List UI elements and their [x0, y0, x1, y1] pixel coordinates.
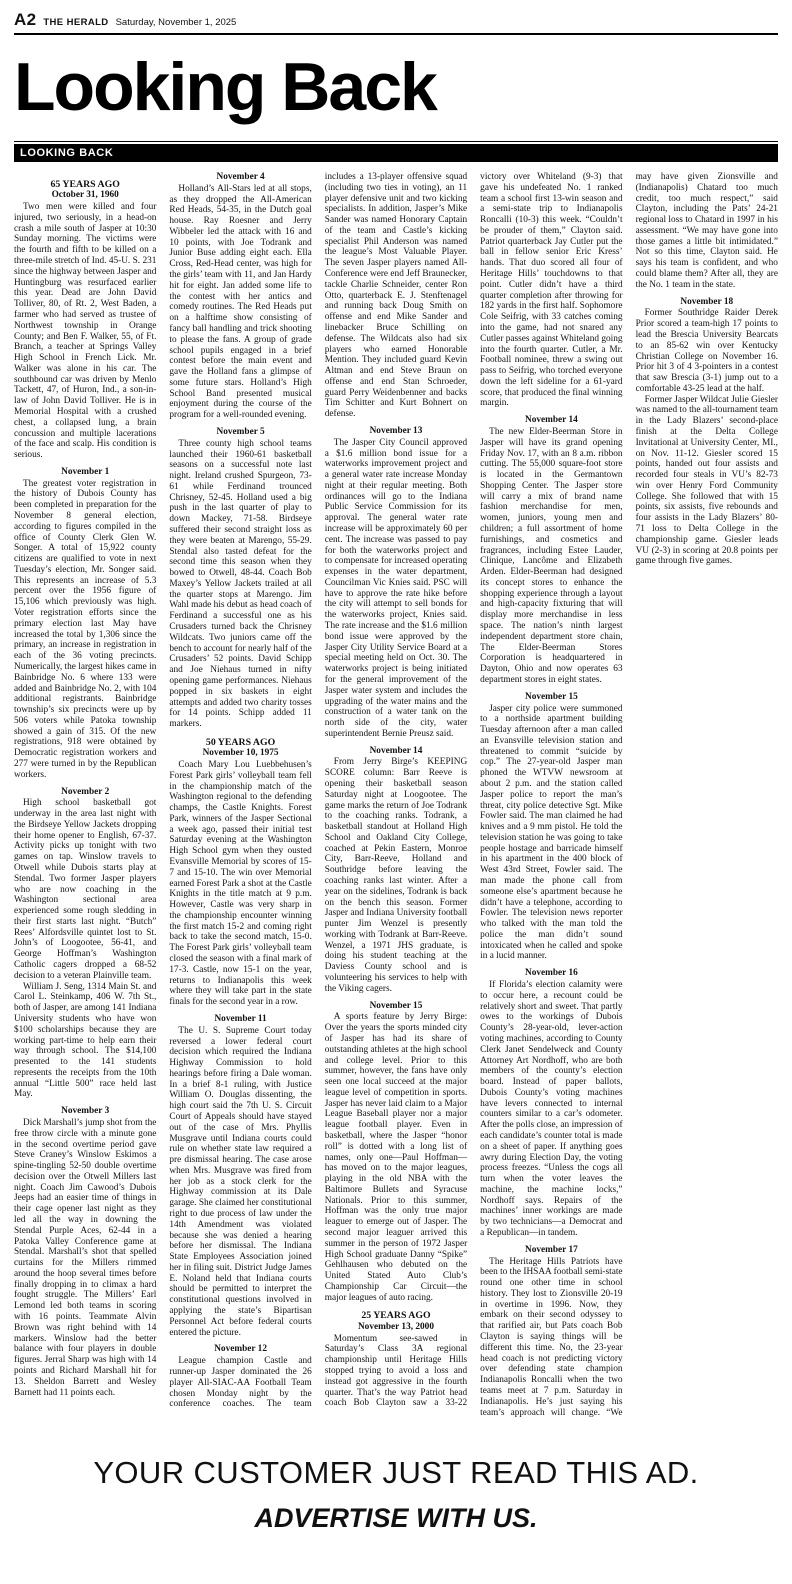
article-paragraph: Former Southridge Raider Derek Prior scored a team-high 17 points to lead the Brescia University Bearcats to an 85-62 win over Kentucky Christian College on November 16. Prior hit 3 of 4 3-pointers in a contest that saw Brescia (3-1) jump out to a comfortable 43-25 lead at the half. — [635, 308, 778, 394]
article-paragraph: Coach Mary Lou Luebbehusen’s Forest Park girls’ volleyball team fell in the championship match of the Washington regional to the defending champs, the Castle Knights. Forest Park, winners of the Jasper Sectional a week ago, passed their initial test Saturday evening at the Washington High School gym when they ousted Evansville Memorial by scores of 15-7 and 15-10. The win over Memorial earned Forest Park a shot at the Castle Knights in the title match at 9 p.m. However, Castle was very sharp in the championship encounter winning the first match 15-2 and coming right back to take the second match, 15-0. The Forest Park girls’ volleyball team closed the season with a final mark of 17-3. Castle, now 15-1 on the year, returns to Indianapolis this week where they will take part in the state finals for the second year in a row. — [169, 759, 312, 1008]
section-rule — [14, 141, 778, 162]
day-heading: November 13 — [369, 425, 423, 436]
article-paragraph: The U. S. Supreme Court today reversed a lower federal court decision which required the Indiana Highway Commission to hold hearings before firing a Dale woman. In a brief 8-1 ruling, with Justice William O. Douglas dissenting, the high court said the 7th U. S. Circuit Court of Appeals should have stayed out of the case of Mrs. Phyllis Musgrave until Indiana courts could rule on whether state law required a pre dismissal hearing. The case arose when Mrs. Musgrave was fired from her job as a stock clerk for the Highway commission at its Dale garage. She claimed her constitutional right to due process of law under the 14th Amendment was violated because she was denied a hearing before her dismissal. The Indiana State Employees Association joined her in filing suit. District Judge James E. Noland held that Indiana courts should be permitted to interpret the constitutional questions involved in applying the state’s Bipartisan Personnel Act before federal courts entered the picture. — [169, 1025, 312, 1338]
day-heading: November 3 — [61, 1106, 110, 1117]
day-heading: November 15 — [369, 1000, 423, 1011]
day-heading: November 4 — [216, 172, 265, 182]
article-columns — [14, 172, 778, 1419]
ad-headline: YOUR CUSTOMER JUST READ THIS AD. — [93, 1455, 699, 1490]
article-paragraph: The new Elder-Beerman Store in Jasper will have its grand opening Friday Nov. 17, with an 8 a.m. ribbon cutting. The 55,000 square-foot store is located in the Germantown Shopping Center. The Jasper store will carry a mix of brand name fashion merchandise for men, women, juniors, young men and children; a full assortment of home furnishings, and cosmetics and fragrances, including Estee Lauder, Clinique, Lancôme and Elizabeth Arden. Elder-Beerman had designed its concept stores to enhance the shopping experience through a layout and high-capacity fixturing that will display more merchandise in less space. The nation’s ninth largest independent department store chain, The Elder-Beerman Stores Corporation is headquartered in Dayton, Ohio and now operates 63 department stores in eight states. — [480, 426, 623, 685]
article-paragraph: High school basketball got underway in the area last night with the Birdseye Yellow Jackets dropping their home opener to English, 67-37. Activity picks up tonight with two games on tap. Winslow travels to Otwell while Dubois starts play at Stendal. Two former Jasper players who are now coaching in the Washington sectional area experienced some rough sledding in their first starts last night. “Butch” Rees’ Alfordsville quintet lost to St. John’s of Loogootee, 56-41, and George Hoffman’s Washington Catholic cagers dropped a 68-52 decision to a veteran Plainville team. — [14, 798, 157, 981]
article-paragraph: League champion Castle and runner-up Jasper dominated the 26 player All-SIAC-AA Football Team chosen Monday night by the conference coaches. The team includes a 13-player offensive squad (including two ties in voting), an 11 player defensive unit and two kicking specialists. In addition, Jasper’s Mike Sander was named Honorary Captain of the team and Castle’s kicking specialist Phil Anderson was named the league’s Most Valuable Player. The seven Jasper players named All-Conference were end Jeff Braunecker, tackle Charlie Schneider, center Ron Otto, quarterback E. J. Stenftenagel and running back Doug Smith on offense and end Mike Sander and linebacker Bruce Schilling on defense. The Wildcats also had six players who earned Honorable Mention. They included guard Kevin Altman and end Steve Braun on offense and end Stan Schroeder, guard Perry Weidenbenner and backs Tim Schitter and Kurt Bohnert on defense. — [169, 172, 468, 1410]
article-paragraph: Three county high school teams launched their 1960-61 basketball seasons on a successful note last night. Ireland crushed Spurgeon, 73-61 while Ferdinand trounced Chrisney, 52-45. Holland used a big push in the last quarter of play to down Mackey, 71-58. Birdseye suffered their second straight loss as they were beaten at Marengo, 55-29. Stendal also tasted defeat for the second time this season when they bowed to Otwell, 48-44. Coach Bob Maxey’s Yellow Jackets trailed at all the quarter stops at Marengo. Jim Wahl made his debut as head coach of Ferdinand a successful one as his Crusaders turned back the Chrisney Wildcats. Two juniors came off the bench to account for nearly half of the Crusaders’ 52 points. David Schipp and Joe Niehaus turned in nifty opening game performances. Niehaus popped in six baskets in eight attempts and added two charity tosses for 14 points. Schipp added 11 markers. — [169, 438, 312, 730]
article-paragraph: Jasper city police were summoned to a northside apartment building Tuesday afternoon after a man called an Evansville television station and threatened to commit “suicide by cop.” The 27-year-old Jasper man phoned the WTVW newsroom at about 2 p.m. and the station called Jasper police to report the man’s threat, city police detective Sgt. Mike Fowler said. The man claimed he had knives and a 9 mm pistol. He told the television station he was going to take people hostage and barricade himself in his apartment in the 400 block of West 43rd Street, Fowler said. The man made the phone call from someone else’s apartment because he didn’t have a telephone, according to Fowler. The television news reporter who talked with the man told the police the man didn’t sound intoxicated when he called and spoke in a lucid manner. — [480, 703, 623, 962]
day-heading: November 14 — [369, 745, 423, 756]
paper-name: THE HERALD — [43, 17, 109, 28]
day-heading: November 5 — [216, 426, 265, 437]
article-paragraph: The Jasper City Council approved a $1.6 million bond issue for a waterworks improvement project and a general water rate increase Monday night at their regular meeting. Both ordinances will go to the Indiana Public Service Commission for its approval. The general water rate increase will be approximately 60 per cent. The increase was passed to pay for both the waterworks project and to compensate for increased operating expenses in the water department, Councilman Vic Knies said. PSC will have to approve the rate hike before the city will attempt to sell bonds for the waterworks project, Knies said. The rate increase and the $1.6 million bond issue were approved by the Jasper City Utility Service Board at a special meeting held on Oct. 30. The waterworks project is being initiated for the general improvement of the Jasper water system and includes the upgrading of the water mains and the construction of a water tank on the north side of the city, water superintendent Bernie Preusz said. — [324, 437, 468, 739]
day-heading: November 16 — [524, 968, 578, 979]
day-heading: November 14 — [524, 415, 578, 426]
article-paragraph: William J. Seng, 1314 Main St. and Carol L. Steinkamp, 406 W. 7th St., both of Jasper, are among 141 Indiana University students who have won $100 scholarships because they are working part-time to help earn their way through school. The $14,100 presented to the 141 students represents the receipts from the 10th annual “Little 500” race held last May. — [14, 981, 157, 1100]
article-paragraph: The greatest voter registration in the history of Dubois County has been completed in preparation for the November 8 general election, according to figures compiled in the office of County Clerk Glen W. Songer. A total of 15,922 county citizens are qualified to vote in next Tuesday’s election, Mr. Songer said. This represents an increase of 5.3 percent over the 1956 figure of 15,106 which previously was high. Voter registration efforts since the primary election last May have increased the total by 1,306 since the primary, an increase in registration in each of the 36 voting precincts. Numerically, the largest hikes came in Bainbridge No. 6 where 133 were added and Bainbridge No. 2, with 104 additional registrants. Bainbridge township’s six precincts were up by 506 voters while Patoka township showed a gain of 315. Of the new registrations, 918 were obtained by Democratic registration workers and 277 were turned in by the Republican workers. — [14, 478, 157, 780]
section-bar: LOOKING BACK — [14, 144, 778, 162]
day-heading: November 17 — [524, 1244, 578, 1255]
article-paragraph: Holland’s All-Stars led at all stops, as they dropped the All-American Red Heads, 54-35, in the Dutch goal house. Ray Roesner and Jerry Wibbeler led the attack with 16 and 10 points, with Joe Todrank and Junior Buse adding eight each. Ella Cross, Red-Head center, was high for the girls’ team with 11, and Jan Hardy hit for eight. Jan added some life to the contest with her antics and comedy routines. The Red Heads put on a halftime show consisting of fancy ball handling and trick shooting to please the fans. A group of grade school pupils engaged in a brief contest before the main event and gave the Holland fans a glimpse of some future stars. Holland’s High School Band presented musical enjoyment during the course of the program for a well-rounded evening. — [169, 183, 312, 421]
section-date: October 31, 1960 — [51, 190, 119, 201]
day-heading: November 18 — [680, 296, 734, 307]
article-paragraph: The Heritage Hills Patriots have been to the IHSAA football semi-state round one other time in school history. They lost to Zionsville 20-19 in overtime in 1996. Now, they embark on their second odyssey to that rarified air, but Pats coach Bob Clayton is saying things will be different this time. No, the 23-year head coach is not predicting victory over defending state champion Indianapolis Roncalli when the two teams meet at 7 p.m. Saturday in Indianapolis. He’s just saying his team’s approach will change. “We may have given Zionsville and (Indianapolis) Chatard too much credit, too much respect,” said Clayton, including the Pats’ 24-21 regional loss to Chatard in 1997 in his assessment. “We may have gone into those games a little bit intimidated.” Not so this time, Clayton said. He says his team is confident, and who could blame them? After all, they are the No. 1 team in the state. — [480, 172, 778, 1418]
article-paragraph: Momentum see-sawed in Saturday’s Class 3A regional championship until Heritage Hills stopped trying to avoid a loss and instead got aggressive in the fourth quarter. That’s the way Patriot head coach Bob Clayton saw a 33-22 victory over Whiteland (9-3) that gave his undefeated No. 1 ranked team a school first 13-win season and a semi-state trip to Indianapolis Roncalli (10-3) this week. “Couldn’t be prouder of them,” Clayton said. Patriot quarterback Jay Cutler put the ball in fellow senior Eric Kress’ hands. That duo scored all four of Heritage Hills’ touchdowns to that point. Cutler didn’t have a third quarter completion after throwing for 182 yards in the first half. Sophomore Cole Seifrig, with 33 catches coming into the game, had not snared any Cutler passes against Whiteland going into the fourth quarter. Cutler, a Mr. Football nominee, threw a swing out pass to Seifrig, who torched everyone down the left sideline for a 61-yard score, that produced the final winning margin. — [324, 172, 623, 1409]
article-paragraph: Former Jasper Wildcat Julie Giesler was named to the all-tournament team in the Lady Blazers’ second-place finish at the Delta College Invitational at University Center, MI., on Nov. 11-12. Giesler scored 15 points, handed out four assists and recorded four steals in VU’s 82-73 win over Henry Ford Community College. She followed that with 15 points, six assists, five rebounds and four assists in the Lady Blazers’ 80-71 loss to Delta College in the championship game. Giesler leads VU (2-3) in scoring at 20.8 points per game through five games. — [635, 394, 778, 567]
footer-ad — [14, 1455, 778, 1534]
ad-tagline: ADVERTISE WITH US. — [254, 1503, 538, 1533]
section-era-heading: 25 YEARS AGO — [361, 1310, 431, 1322]
section-date: November 10, 1975 — [202, 748, 279, 759]
day-heading: November 1 — [61, 466, 110, 477]
issue-date: Saturday, November 1, 2025 — [115, 17, 237, 28]
article-paragraph: If Florida’s election calamity were to occur here, a recount could be relatively short and sweet. That partly owes to the workings of Dubois County’s 28-year-old, lever-action voting machines, according to County Clerk Janet Sendelweck and County Attorney Art Nordhoff, who are both members of the county’s election board. Instead of paper ballots, Dubois County’s voting machines have levers connected to internal counters similar to a car’s odometer. After the polls close, an impression of each candidate’s counter total is made on a sheet of paper. If anything goes awry during Election Day, the voting process freezes. “Unless the cogs all turn when the voter leaves the machine, the machine locks,” Nordhoff says. Repairs of the machines’ inner workings are made by two technicians—a Democrat and a Republican—in tandem. — [480, 980, 623, 1238]
page-title: Looking Back — [14, 49, 436, 125]
article-paragraph: From Jerry Birge’s KEEPING SCORE column: Barr Reeve is opening their basketball season Saturday night at Loogootee. The game marks the return of Joe Todrank to the coaching ranks. Todrank, a basketball standout at Holland High School and Oakland City College, coached at Pekin Eastern, Monroe City, Barr-Reeve, Holland and Southridge before leaving the coaching ranks last winter. After a year on the sidelines, Todrank is back on the bench this season. Former Jasper and Indiana University football punter Jim Wenzel is presently working with Todrank at Barr-Reeve. Wenzel, a 1971 JHS graduate, is doing his student teaching at the Daviess County school and is volunteering his services to help with the Viking cagers. — [324, 757, 468, 994]
section-date: November 13, 2000 — [357, 1321, 434, 1332]
page-number: A2 — [14, 10, 37, 29]
day-heading: November 2 — [61, 786, 110, 797]
day-heading: November 12 — [214, 1344, 267, 1355]
article-paragraph: Dick Marshall’s jump shot from the free throw circle with a minute gone in the second overtime period gave Steve Craney’s Winslow Eskimos a spine-tingling 52-50 double overtime decision over the Otwell Millers last night. Coach Jim Cawood’s Dubois Jeeps had an easier time of things in their cage opener last night as they led all the way in downing the Stendal Purple Aces, 62-44 in a Patoka Valley Conference game at Stendal. Marshall’s shot that spelled curtains for the Millers rimmed around the hoop several times before finally dropping in to climax a hard fought struggle. The Millers’ Earl Lemond led both teams in scoring with 16 points. Teammate Alvin Brown was right behind with 14 markers. Winslow had the better balance with four players in double figures. Jerral Sharp was high with 14 points and Richard Marshall hit for 13. Sheldon Barrett and Wesley Barnett had 11 points each. — [14, 1117, 157, 1398]
day-heading: November 15 — [524, 691, 578, 702]
section-era-heading: 50 YEARS AGO — [205, 736, 276, 748]
article-paragraph: Two men were killed and four injured, two seriously, in a head-on crash a mile south of Jasper at 10:30 Sunday morning. The victims were the fourth and fifth to be killed on a three-mile stretch of Ind. 45-U. S. 231 since the highway between Jasper and Huntingburg was resurfaced earlier this year. Dead are John David Tolliver, 80, of Rt. 2, West Baden, a farmer who had served as trustee of Northwest township in Orange County; and Ben F. Walker, 55, of Ft. Branch, a teacher at Springs Valley High School in French Lick. Mr. Walker was alone in his car. The southbound car was driven by Menlo Tackett, 47, of Huron, Ind., a son-in-law of John David Tolliver. He is in Memorial Hospital with a crushed chest, a collapsed lung, a brain concussion and multiple lacerations of the face and scalp. His condition is serious. — [14, 202, 157, 461]
day-heading: November 11 — [214, 1013, 267, 1024]
masthead — [14, 10, 778, 35]
section-era-heading: 65 YEARS AGO — [50, 179, 120, 190]
article-paragraph: A sports feature by Jerry Birge: Over the years the sports minded city of Jasper has had its share of outstanding athletes at the high school and college level. Prior to this summer, however, the fans have only seen one local succeed at the major league level of competition in sports. Jasper has never laid claim to a Major League Baseball player nor a major league football player. Even in basketball, where the Jasper “honor roll” is dotted with a long list of names, only one—Paul Hoffman—has moved on to the major leagues, playing in the old NBA with the Baltimore Bullets and Syracuse Nationals. Prior to this summer, Hoffman was the only true major leaguer to emerge out of Jasper. The second major leaguer arrived this summer in the person of 1972 Jasper High School graduate Danny “Spike” Gehlhausen who debuted on the United Stated Auto Club’s Championship Car Circuit—the major leagues of auto racing. — [324, 1012, 468, 1303]
